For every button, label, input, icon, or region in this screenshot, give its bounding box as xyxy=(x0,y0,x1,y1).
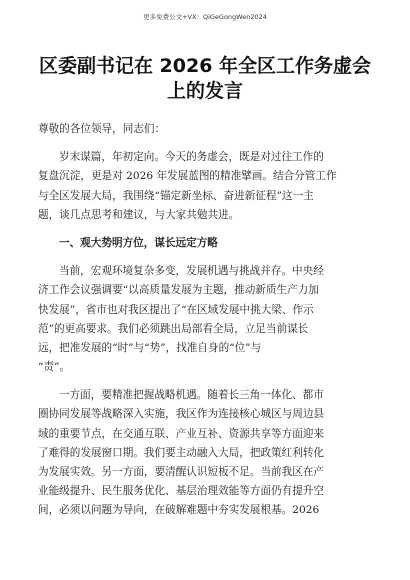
text-line: 与全区发展大局，我围绕“锚定新坐标、奋进新征程”这一主 xyxy=(38,189,314,202)
text-line: 当前，宏观环境复杂多变，发展机遇与挑战并存。中央经 xyxy=(59,265,324,278)
text-line: 远，把准发展的“时”与“势”，找准自身的“位”与 xyxy=(38,341,262,354)
text-line: 题，谈几点思考和建议，与大家共勉共进。 xyxy=(38,208,240,221)
paragraph-opportunity xyxy=(38,386,376,520)
document-title xyxy=(30,54,380,104)
header-note: 更多免费公文+VX：QiGeGongWen2024 xyxy=(143,13,267,21)
text-line: “责”。 xyxy=(38,361,71,374)
section-heading: 一、观大势明方位，谋长远定方略 xyxy=(59,236,218,249)
document-body xyxy=(38,120,376,521)
title-line-2: 上的发言 xyxy=(166,80,243,102)
text-line: 间，必须以问题为导向，在破解难题中夯实发展根基。2026 xyxy=(38,504,320,517)
text-line: 岁末谋篇，年初定向。今天的务虚会，既是对过往工作的 xyxy=(59,151,324,164)
paragraph-intro xyxy=(38,148,376,225)
text-line: 了难得的发展窗口期。我们要主动融入大局，把政策红利转化 xyxy=(38,446,325,459)
salutation: 尊敬的各位领导，同志们： xyxy=(38,123,166,135)
text-line: 一方面，要精准把握战略机遇。随着长三角一体化、都市 xyxy=(59,389,324,402)
text-line: 快发展”，省市也对我区提出了“在区域发展中挑大梁、作示 xyxy=(38,303,314,316)
title-line-1: 区委副书记在 2026 年全区工作务虚会 xyxy=(38,55,372,77)
text-line: 圈协同发展等战略深入实施，我区作为连接核心城区与周边县 xyxy=(38,408,325,421)
text-line: 业能级提升、民生服务优化、基层治理效能等方面仍有提升空 xyxy=(38,485,325,498)
text-line: 域的重要节点，在交通互联、产业互补、资源共享等方面迎来 xyxy=(38,427,325,440)
text-line: 复盘沉淀，更是对 2026 年发展蓝图的精准擘画。结合分管工作 xyxy=(38,170,337,183)
text-line: 范”的更高要求。我们必须跳出局部看全局，立足当前谋长 xyxy=(38,322,309,335)
text-line: 为发展实效。另一方面，要清醒认识短板不足。当前我区在产 xyxy=(38,466,325,478)
text-line: 济工作会议强调要“以高质量发展为主题，推动新质生产力加 xyxy=(38,284,319,297)
paragraph-situation xyxy=(38,262,376,377)
